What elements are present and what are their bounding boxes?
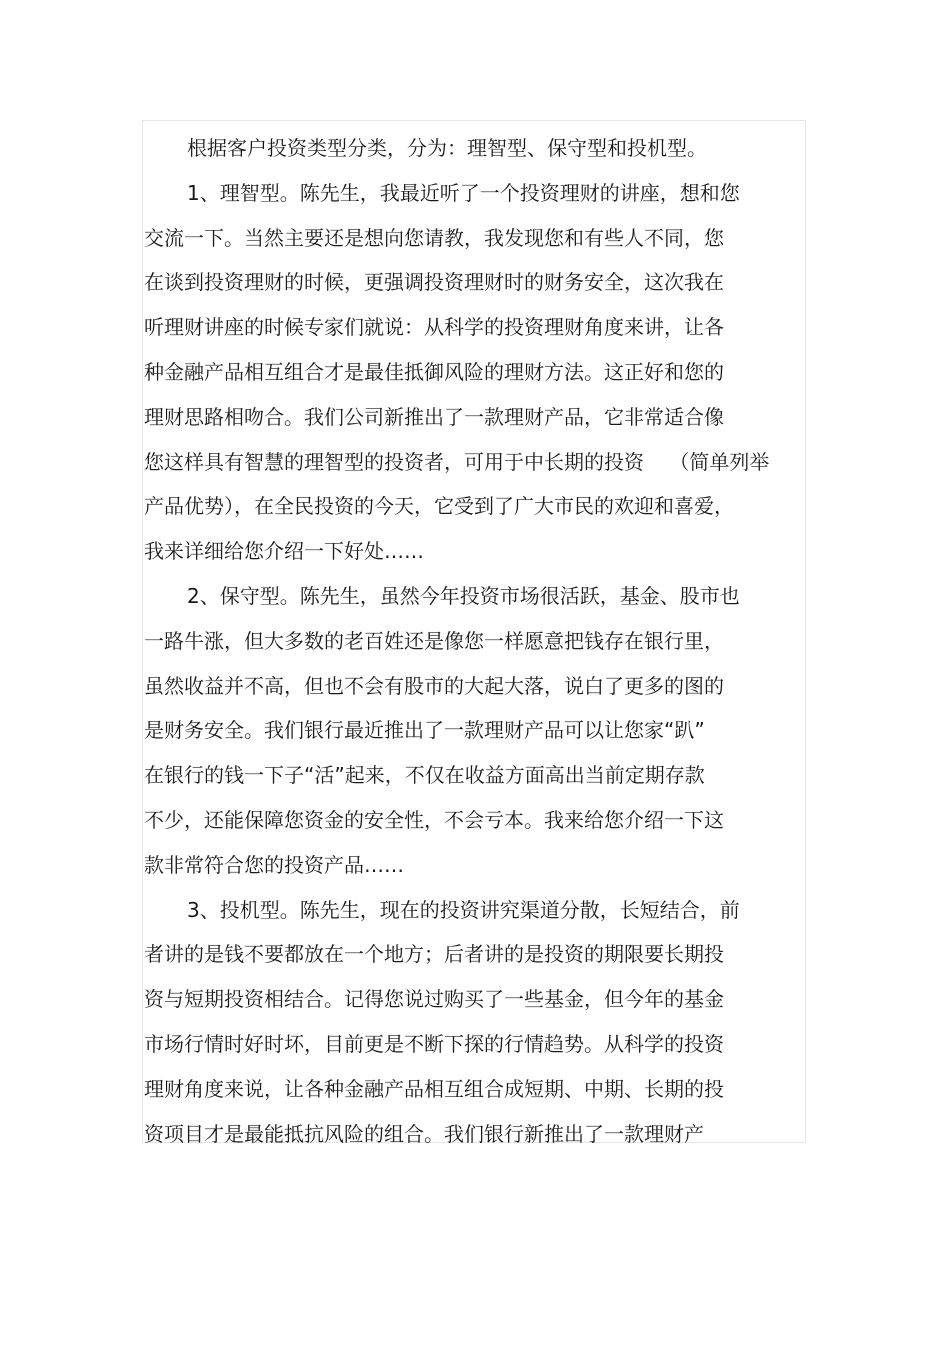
text-line: 者讲的是钱不要都放在一个地方；后者讲的是投资的期限要长期投 — [144, 942, 724, 967]
text-line: 在银行的钱一下子“活”起来，不仅在收益方面高出当前定期存款 — [144, 763, 705, 788]
text-line: 交流一下。当然主要还是想向您请教，我发现您和有些人不同，您 — [144, 225, 724, 250]
text-line: 资与短期投资相结合。记得您说过购买了一些基金，但今年的基金 — [144, 987, 724, 1012]
text-line: 2、保守型。陈先生，虽然今年投资市场很活跃，基金、股市也 — [187, 583, 740, 608]
text-line: 理财角度来说，让各种金融产品相互组合成短期、中期、长期的投 — [144, 1076, 724, 1101]
text-line: 我来详细给您介绍一下好处…… — [144, 539, 424, 564]
text-line: 听理财讲座的时候专家们就说：从科学的投资理财角度来讲，让各 — [144, 315, 724, 340]
text-line: 根据客户投资类型分类，分为：理智型、保守型和投机型。 — [187, 136, 707, 160]
text-line: 一路牛涨，但大多数的老百姓还是像您一样愿意把钱存在银行里， — [144, 628, 724, 653]
text-line: 是财务安全。我们银行最近推出了一款理财产品可以让您家“趴” — [144, 718, 705, 743]
text-line: 虽然收益并不高，但也不会有股市的大起大落，说白了更多的图的 — [144, 673, 724, 698]
text-line: 款非常符合您的投资产品…… — [144, 852, 404, 877]
text-line: 您这样具有智慧的理智型的投资者，可用于中长期的投资 （简单列举 — [144, 449, 770, 474]
document-body — [144, 126, 804, 1156]
text-line: 3、投机型。陈先生，现在的投资讲究渠道分散，长短结合，前 — [187, 897, 740, 922]
text-line: 理财思路相吻合。我们公司新推出了一款理财产品，它非常适合像 — [144, 404, 724, 429]
text-line: 产品优势），在全民投资的今天，它受到了广大市民的欢迎和喜爱， — [144, 494, 734, 519]
text-line: 1、理智型。陈先生，我最近听了一个投资理财的讲座，想和您 — [187, 180, 740, 205]
text-line: 市场行情时好时坏，目前更是不断下探的行情趋势。从科学的投资 — [144, 1031, 724, 1056]
text-line: 种金融产品相互组合才是最佳抵御风险的理财方法。这正好和您的 — [144, 359, 724, 384]
text-line: 在谈到投资理财的时候，更强调投资理财时的财务安全，这次我在 — [144, 270, 724, 295]
text-line: 不少，还能保障您资金的安全性，不会亏本。我来给您介绍一下这 — [144, 807, 724, 832]
text-line: 资项目才是最能抵抗风险的组合。我们银行新推出了一款理财产 — [144, 1121, 704, 1146]
